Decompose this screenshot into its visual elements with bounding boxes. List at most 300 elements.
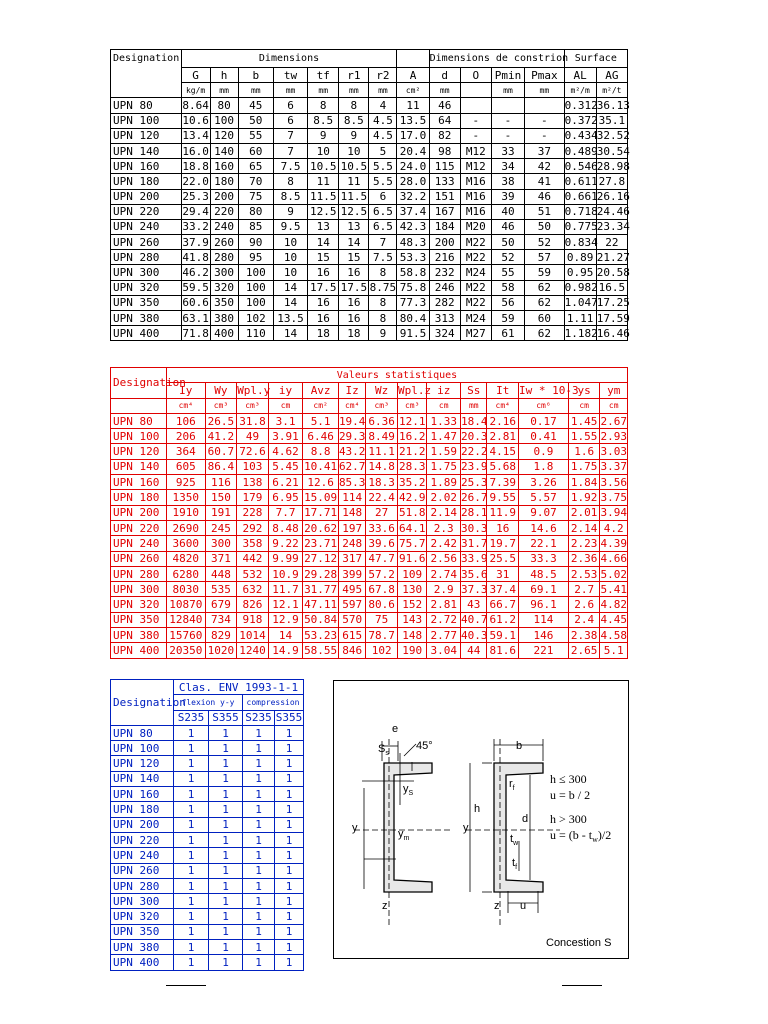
class-cell: 1 — [243, 924, 275, 939]
value-cell: M24 — [460, 265, 491, 280]
value-cell: 13 — [308, 219, 339, 234]
unit-cell: cm — [268, 398, 303, 413]
value-cell: 160 — [210, 159, 238, 174]
value-cell: M12 — [460, 143, 491, 158]
value-cell: 8.75 — [369, 281, 397, 295]
value-cell: 86.4 — [205, 459, 237, 474]
value-cell: 632 — [237, 582, 269, 597]
dimensions-table — [110, 49, 628, 341]
value-cell: 114 — [338, 490, 365, 505]
symbol-cell: ym — [600, 383, 628, 398]
value-cell: 4.15 — [487, 444, 519, 459]
grade-cell: S355 — [275, 711, 303, 725]
table-row — [111, 551, 628, 566]
value-cell: 106 — [166, 413, 205, 428]
value-cell: 18 — [308, 326, 339, 341]
value-cell: 380 — [210, 311, 238, 326]
value-cell: 14 — [273, 295, 307, 310]
class-cell: 1 — [174, 802, 209, 817]
unit-cell: cm⁴ — [338, 398, 365, 413]
grade-cell: S235 — [243, 710, 275, 725]
value-cell: 2.7 — [568, 582, 600, 597]
statistics-table — [110, 367, 628, 659]
value-cell: 57.2 — [366, 566, 398, 581]
value-cell: 63.1 — [182, 311, 209, 325]
value-cell: 245 — [205, 520, 237, 535]
value-cell: 23.71 — [304, 536, 338, 550]
value-cell: M20 — [460, 219, 491, 234]
value-cell: 16.2 — [398, 429, 426, 443]
value-cell: 495 — [338, 582, 365, 597]
value-cell: 448 — [205, 566, 237, 581]
value-cell: 2.38 — [568, 628, 600, 643]
class-cell: 1 — [174, 817, 209, 832]
unit-cell: mm — [308, 83, 339, 98]
value-cell: 12.9 — [268, 612, 303, 627]
class-cell: 1 — [174, 909, 209, 924]
value-cell: 46 — [525, 189, 564, 204]
designation-cell: UPN 140 — [111, 143, 182, 158]
label-rf: $r_f$ — [509, 778, 515, 792]
value-cell: 91.5 — [397, 326, 429, 341]
class-cell: 1 — [209, 787, 243, 802]
designation-cell: UPN 300 — [111, 582, 167, 597]
value-cell: 31.8 — [237, 413, 269, 428]
designation-cell: UPN 350 — [111, 924, 174, 939]
designation-cell: UPN 200 — [111, 189, 182, 204]
table-row — [111, 955, 304, 970]
value-cell: 98 — [429, 143, 460, 158]
value-cell: 1.33 — [427, 413, 461, 428]
value-cell: 16.0 — [182, 144, 209, 158]
symbol-cell: b — [238, 68, 273, 83]
value-cell: 46 — [491, 219, 524, 234]
value-cell: 11.5 — [308, 189, 339, 204]
class-cell: 1 — [243, 787, 275, 802]
table-row — [111, 204, 628, 219]
value-cell: 1.59 — [427, 444, 461, 459]
designation-cell: UPN 280 — [111, 566, 167, 581]
value-cell: 11.7 — [268, 582, 303, 597]
value-cell: 2.14 — [568, 520, 600, 535]
class-cell: 1 — [243, 802, 275, 817]
class-cell: 1 — [243, 955, 275, 970]
designation-cell: UPN 160 — [111, 475, 167, 490]
value-cell: 6.21 — [268, 475, 303, 490]
value-cell: 70 — [238, 174, 273, 189]
value-cell: 570 — [338, 612, 365, 627]
value-cell: 2.53 — [568, 566, 600, 581]
table-row — [111, 311, 628, 326]
class-cell: 1 — [243, 771, 275, 786]
value-cell: 17.25 — [596, 296, 630, 310]
designation-cell: UPN 80 — [111, 413, 167, 428]
value-cell: 91.6 — [398, 552, 426, 566]
value-cell: 66.7 — [487, 597, 519, 612]
value-cell: 5 — [369, 143, 397, 158]
class-cell: 1 — [275, 909, 304, 924]
value-cell: 2.56 — [427, 551, 461, 566]
value-cell: 102 — [366, 643, 398, 658]
value-cell: 826 — [237, 597, 269, 612]
value-cell: 0.982 — [564, 281, 598, 295]
unit-row — [111, 83, 628, 98]
designation-cell: UPN 220 — [111, 520, 167, 535]
value-cell: 0.17 — [519, 413, 569, 428]
value-cell: 60 — [525, 311, 564, 326]
value-cell: 0.489 — [564, 144, 598, 158]
value-cell — [525, 98, 564, 113]
class-cell: 1 — [209, 863, 243, 878]
symbol-cell: ys — [568, 383, 600, 398]
value-cell: 28.1 — [461, 506, 488, 520]
class-cell: 1 — [275, 940, 304, 955]
table-row — [111, 787, 304, 802]
table-row — [111, 566, 628, 581]
value-cell: 0.718 — [564, 205, 598, 219]
designation-cell: UPN 220 — [111, 832, 174, 847]
value-cell: 14 — [339, 235, 369, 250]
value-cell: 25.3 — [461, 475, 488, 489]
label-b: b — [516, 740, 523, 752]
value-cell: 371 — [205, 551, 237, 566]
table-row — [111, 459, 628, 474]
rule2-condition: h > 300 — [550, 812, 587, 826]
value-cell: 148 — [397, 628, 427, 643]
value-cell: 16 — [487, 520, 519, 535]
value-cell: 7.7 — [268, 505, 303, 520]
value-cell: 4.62 — [268, 444, 303, 459]
value-cell: 37.4 — [487, 582, 519, 597]
class-cell: 1 — [275, 741, 304, 756]
class-cell: 1 — [174, 924, 209, 939]
value-cell: 615 — [338, 628, 365, 643]
value-cell: 78.7 — [366, 628, 398, 643]
label-ym: $y_m$ — [398, 828, 410, 842]
designation-cell: UPN 240 — [111, 219, 182, 234]
value-cell: 4.2 — [600, 520, 628, 535]
value-cell: 49 — [237, 429, 269, 444]
value-cell: 59.1 — [487, 628, 519, 643]
value-cell: 10.5 — [340, 159, 368, 173]
designation-cell: UPN 160 — [111, 787, 174, 802]
value-cell: 10 — [308, 143, 339, 158]
value-cell: 29.4 — [182, 205, 209, 219]
value-cell: 7 — [273, 128, 307, 143]
value-cell: - — [491, 113, 524, 128]
value-cell: 184 — [429, 219, 460, 234]
value-cell: 50 — [238, 113, 273, 128]
value-cell: 37.4 — [397, 204, 429, 219]
value-cell: 14 — [268, 628, 303, 643]
value-cell: 0.611 — [564, 174, 598, 188]
value-cell: 5.41 — [600, 582, 627, 596]
table-row — [111, 756, 304, 771]
value-cell: 58.55 — [304, 643, 338, 657]
value-cell: 20.3 — [461, 429, 488, 443]
value-cell: 46.2 — [182, 266, 209, 280]
value-cell: 605 — [166, 459, 205, 474]
value-cell: 2.3 — [427, 520, 461, 535]
value-cell: 180 — [210, 174, 238, 189]
unit-cell: cm² — [303, 398, 339, 413]
right-profile — [494, 763, 543, 892]
value-cell: 1910 — [166, 505, 205, 520]
class-cell: 1 — [275, 924, 304, 939]
value-cell: 140 — [210, 143, 238, 158]
designation-cell: UPN 120 — [111, 444, 167, 459]
value-cell: 5.02 — [600, 567, 627, 581]
symbol-cell: Ss — [461, 383, 487, 398]
value-cell: M16 — [460, 204, 491, 219]
value-cell: 8.5 — [273, 189, 307, 204]
class-cell: 1 — [174, 848, 209, 863]
value-cell: M24 — [460, 311, 491, 326]
value-cell: 1.182 — [564, 326, 598, 340]
value-cell: - — [525, 113, 564, 128]
value-cell: 190 — [397, 643, 427, 658]
value-cell: 9 — [273, 204, 307, 219]
value-cell: 85.3 — [338, 475, 366, 489]
designation-cell: UPN 200 — [111, 505, 167, 520]
value-cell: 232 — [429, 265, 460, 280]
value-cell: 40.3 — [461, 628, 488, 642]
table-row — [111, 250, 628, 265]
value-cell: 13.5 — [273, 311, 307, 326]
value-cell: 64.1 — [398, 521, 426, 535]
label-h: h — [474, 803, 481, 815]
value-cell: 17.0 — [397, 128, 429, 143]
unit-cell: mm — [339, 83, 369, 98]
value-cell: 221 — [519, 643, 569, 658]
value-cell: 11.5 — [340, 190, 368, 204]
value-cell: 41.8 — [182, 250, 209, 264]
label-tf: $t_f$ — [512, 857, 518, 871]
value-cell: 4820 — [166, 551, 205, 566]
value-cell: 22.4 — [366, 490, 398, 505]
symbol-cell: AL — [564, 68, 596, 83]
value-cell: 59.5 — [182, 281, 209, 295]
value-cell: 2690 — [166, 520, 205, 535]
value-cell: 6.5 — [369, 204, 397, 219]
class-cell: 1 — [209, 848, 243, 863]
value-cell: 4.39 — [600, 536, 627, 550]
value-cell: 5.45 — [268, 459, 303, 474]
class-cell: 1 — [243, 848, 275, 863]
class-cell: 1 — [275, 771, 304, 786]
value-cell: 7.5 — [273, 159, 307, 174]
value-cell: 18.3 — [366, 475, 398, 490]
symbol-cell: It — [487, 383, 519, 398]
table-row — [111, 894, 304, 909]
designation-cell: UPN 380 — [111, 940, 174, 955]
value-cell: 19.7 — [487, 536, 519, 551]
value-cell: 6.5 — [369, 219, 397, 234]
table-row — [111, 832, 304, 847]
value-cell: 15 — [308, 250, 339, 265]
value-cell: 110 — [238, 326, 273, 341]
value-cell: 3600 — [166, 536, 205, 551]
value-cell: 1.89 — [427, 475, 461, 490]
value-cell: 12.5 — [308, 204, 339, 219]
value-cell: 62 — [525, 295, 564, 310]
value-cell: 7.5 — [369, 250, 397, 265]
value-cell: 10.5 — [308, 159, 339, 174]
value-cell: 14.6 — [519, 520, 569, 535]
value-cell: 13.5 — [397, 113, 429, 128]
value-cell: 364 — [166, 444, 205, 459]
value-cell: 1.92 — [568, 490, 600, 505]
grade-cell: S235 — [174, 710, 209, 725]
value-cell: 42.9 — [398, 491, 426, 505]
value-cell: 2.65 — [568, 643, 600, 658]
value-cell: 146 — [519, 628, 569, 643]
value-cell: 4.58 — [600, 628, 627, 642]
designation-cell: UPN 100 — [111, 429, 167, 444]
designation-cell: UPN 220 — [111, 204, 182, 219]
class-cell: 1 — [275, 756, 304, 771]
symbol-cell: A — [397, 68, 429, 83]
value-cell: 75 — [366, 612, 398, 627]
value-cell: 0.312 — [564, 98, 598, 112]
value-cell: 10870 — [166, 597, 205, 612]
value-cell: 30.3 — [461, 521, 488, 535]
value-cell: 535 — [205, 582, 237, 597]
value-cell: 65 — [238, 159, 273, 174]
class-cell: 1 — [243, 832, 275, 847]
class-cell: 1 — [174, 955, 209, 970]
unit-cell: mm — [369, 83, 397, 98]
value-cell: 133 — [429, 174, 460, 189]
unit-cell: cm³ — [366, 398, 398, 413]
class-cell: 1 — [243, 756, 275, 771]
value-cell: 80 — [238, 204, 273, 219]
value-cell: 0.95 — [564, 265, 596, 280]
class-cell: 1 — [209, 955, 243, 970]
class-cell: 1 — [209, 802, 243, 817]
value-cell: 9.55 — [487, 490, 519, 505]
table-row — [111, 326, 628, 341]
unit-cell: cm² — [397, 83, 429, 98]
value-cell: 7 — [369, 235, 397, 250]
value-cell: 10.6 — [182, 114, 209, 128]
value-cell: 17.71 — [304, 506, 338, 520]
value-cell: 17.5 — [308, 280, 339, 295]
value-cell: 152 — [397, 597, 427, 612]
value-cell: 10.9 — [268, 566, 303, 581]
designation-cell: UPN 180 — [111, 174, 182, 189]
value-cell: 43.2 — [338, 445, 366, 459]
value-cell: 0.834 — [564, 235, 598, 249]
table-row — [111, 98, 628, 113]
class-cell: 1 — [174, 725, 209, 740]
value-cell: 51 — [525, 204, 564, 219]
value-cell: 24.46 — [596, 205, 630, 219]
value-cell: 0.661 — [564, 190, 598, 204]
designation-cell: UPN 180 — [111, 490, 167, 505]
value-cell: 5.1 — [303, 413, 339, 428]
class-cell: 1 — [209, 909, 243, 924]
value-cell: 18 — [339, 326, 369, 341]
value-cell: 55 — [491, 265, 524, 280]
designation-cell: UPN 100 — [111, 741, 174, 756]
value-cell: 4.82 — [600, 598, 627, 612]
value-cell: 300 — [205, 536, 237, 551]
value-cell: 150 — [205, 490, 237, 505]
class-cell: 1 — [275, 955, 304, 970]
value-cell: 40.7 — [461, 613, 488, 627]
class-cell: 1 — [174, 894, 209, 909]
table-row — [111, 536, 628, 551]
designation-cell: UPN 200 — [111, 817, 174, 832]
value-cell: 4.5 — [369, 113, 397, 128]
value-cell: 60 — [238, 143, 273, 158]
value-cell: 52 — [491, 250, 524, 265]
value-cell: 35.6 — [461, 567, 488, 581]
value-cell: 20.58 — [596, 266, 630, 280]
value-cell: 1.6 — [568, 444, 600, 459]
value-cell: 58.8 — [397, 265, 429, 280]
table-row — [111, 741, 304, 756]
value-cell: 2.77 — [427, 628, 461, 643]
value-cell: 9 — [369, 326, 397, 341]
table-row — [111, 113, 628, 128]
value-cell: 20.62 — [304, 521, 338, 535]
value-cell: 4.66 — [600, 552, 627, 566]
value-cell: 40 — [491, 204, 524, 219]
class-cell: 1 — [243, 725, 275, 740]
value-cell: 41 — [525, 174, 564, 189]
value-cell: 21.27 — [596, 250, 630, 264]
designation-cell: UPN 350 — [111, 612, 167, 627]
value-cell: 62.7 — [338, 460, 366, 474]
unit-cell: cm — [568, 398, 600, 413]
class-cell: 1 — [243, 940, 275, 955]
value-cell: 13 — [339, 219, 369, 234]
value-cell: 100 — [238, 265, 273, 280]
value-cell: 34 — [491, 159, 524, 174]
value-cell: 15 — [339, 250, 369, 265]
value-cell: 15760 — [166, 628, 205, 643]
value-cell: 11 — [308, 174, 339, 189]
value-cell: 8 — [369, 311, 397, 326]
value-cell: 597 — [338, 597, 365, 612]
value-cell: 11.9 — [487, 505, 519, 520]
rule1-formula: u = b / 2 — [550, 788, 591, 802]
value-cell: 350 — [210, 295, 238, 310]
value-cell: 53.23 — [304, 628, 338, 642]
table-row — [111, 817, 304, 832]
label-u: u — [520, 900, 527, 912]
table-row — [111, 143, 628, 158]
value-cell: 197 — [338, 520, 365, 535]
class-cell: 1 — [174, 787, 209, 802]
value-cell: 95 — [238, 250, 273, 265]
value-cell: 57 — [525, 250, 564, 265]
value-cell: 29.3 — [338, 429, 366, 443]
value-cell: 10.41 — [304, 460, 338, 474]
value-cell: 16.5 — [596, 280, 627, 295]
footer-line-left — [166, 985, 206, 986]
value-cell: 6.95 — [268, 490, 303, 505]
value-cell: 26.7 — [461, 491, 488, 505]
value-cell: 925 — [166, 475, 205, 490]
table-row — [111, 582, 628, 597]
value-cell: 32.2 — [397, 189, 429, 204]
value-cell: 2.42 — [427, 536, 461, 551]
class-cell: 1 — [275, 878, 304, 893]
value-cell: 33.2 — [182, 220, 209, 234]
